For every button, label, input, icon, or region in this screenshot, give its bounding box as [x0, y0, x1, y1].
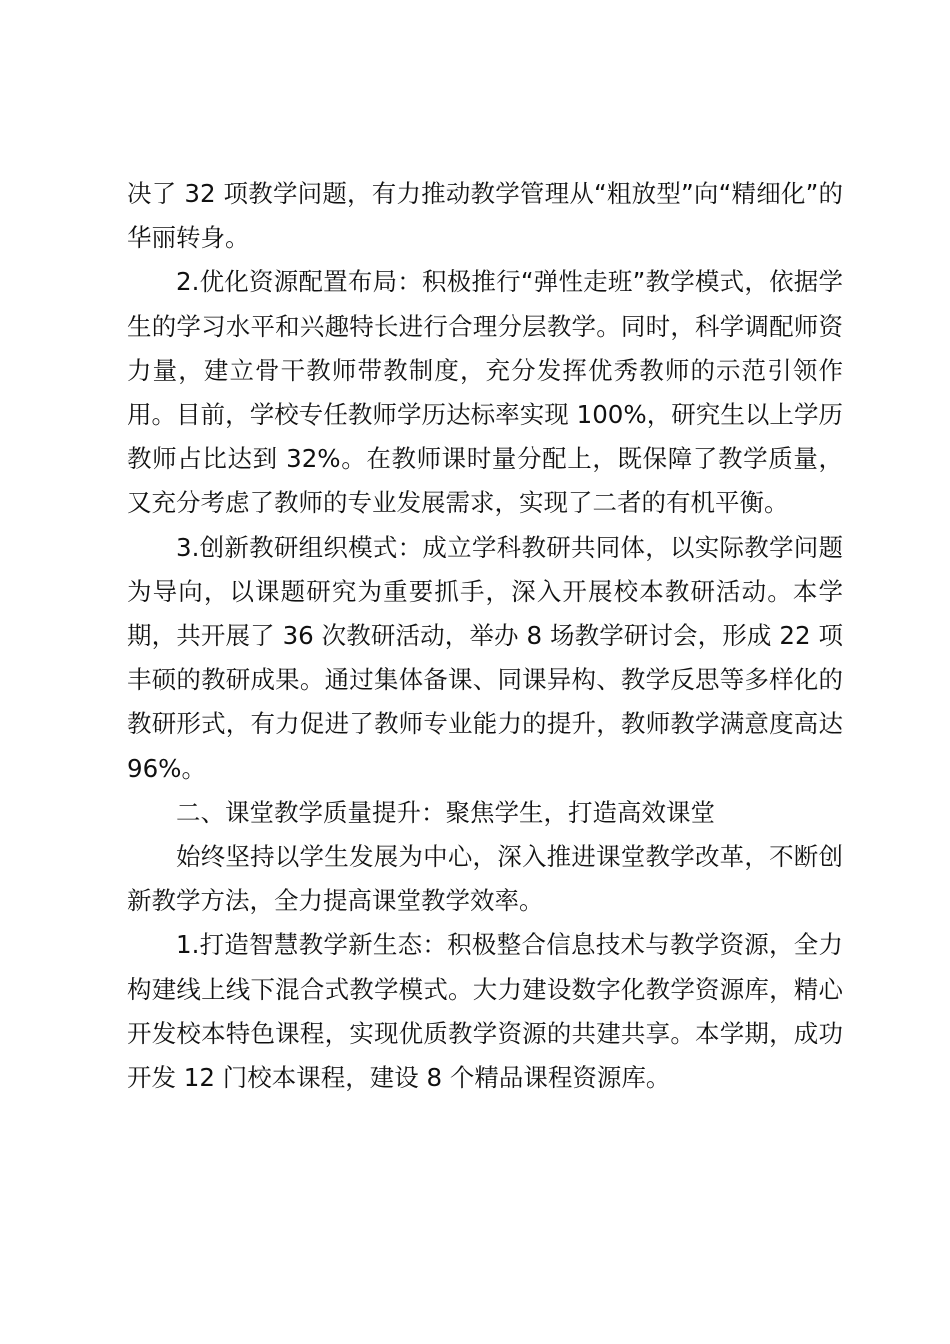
paragraph-resource-allocation: 2.优化资源配置布局：积极推行“弹性走班”教学模式，依据学生的学习水平和兴趣特长进行合理分层教学。同时，科学调配师资力量，建立骨干教师带教制度，充分发挥优秀教师的示范引领作用。目前，学校专任教师学历达标率实现 100%，研究生以上学历教师占比达到 32%。在教师课时量分配上，既保障了教学质量，又充分考虑了教师的专业发展需求，实现了二者的有机平衡。 — [127, 267, 843, 518]
section-heading-classroom-quality: 二、课堂教学质量提升：聚焦学生，打造高效课堂 — [176, 797, 715, 827]
paragraph-continuation: 决了 32 项教学问题，有力推动教学管理从“粗放型”向“精细化”的华丽转身。 — [127, 179, 843, 253]
document-body — [127, 172, 843, 1100]
paragraph-smart-teaching: 1.打造智慧教学新生态：积极整合信息技术与教学资源，全力构建线上线下混合式教学模式。大力建设数字化教学资源库，精心开发校本特色课程，实现优质教学资源的共建共享。本学期，成功开发 12 门校本课程，建设 8 个精品课程资源库。 — [127, 930, 843, 1093]
paragraph-teaching-research: 3.创新教研组织模式：成立学科教研共同体，以实际教学问题为导向，以课题研究为重要抓手，深入开展校本教研活动。本学期，共开展了 36 次教研活动，举办 8 场教学研讨会，形成 22 项丰硕的教研成果。通过集体备课、同课异构、教学反思等多样化的教研形式，有力促进了教师专业能力的提升，教师教学满意度高达 96%。 — [127, 532, 843, 783]
paragraph-section-intro: 始终坚持以学生发展为中心，深入推进课堂教学改革，不断创新教学方法，全力提高课堂教学效率。 — [127, 842, 843, 916]
